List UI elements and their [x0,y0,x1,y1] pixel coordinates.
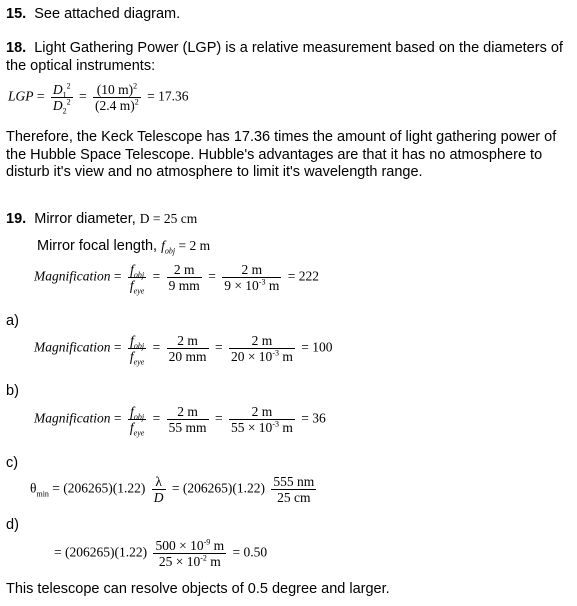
mag-a-result: = 222 [287,268,319,284]
focal-value: = 2 m [178,238,211,253]
evaluation-num-exp: -9 [203,537,211,547]
mirror-diameter-value: D = 25 cm [139,211,198,226]
mag-c-sci-den-base: 55 × 10 [230,420,273,435]
lambda-symbol: λ [152,474,166,490]
lgp-equation: LGP = $\frac{D_1^2}{D_2^2}$ = $\frac{(10 m)^2}{(2.4 m)^2}$ = 17.36 [8,81,189,116]
item-18-conclusion: Therefore, the Keck Telescope has 17.36 times the amount of light gathering power of the Hubble Space Telescope. Hubble's advantages are that it has no atmosphere to disturb it's view and no atmosphere to limit it's wavelength range. [6,129,557,180]
lgp-denominator-pow: 2 [66,97,71,107]
part-b-label: b) [6,383,19,399]
lgp-numerator-pow: 2 [66,81,71,91]
magnification-label-a: Magnification [34,339,111,355]
mag-b-fobj-sub: obj [133,412,145,422]
magnification-label: Magnification [34,268,111,284]
evaluation-constants: = (206265)(1.22) [54,544,148,560]
evaluation-den-unit: m [206,554,221,569]
mag-a-sci-num: 2 m [222,262,281,278]
magnification-equation-b: Magnification = $\frac{f_{obj}}{f_{eye}}$ = $\frac{2 m}{55 mm}$ = $\frac{2 m}{55 \times 10^{-3} m}$ = 36 [34,404,326,438]
mag-a-sci-den-exp: -3 [258,277,266,287]
item-18-intro-text: Light Gathering Power (LGP) is a relative measurement based on the diameters of the optical instruments: [6,40,563,74]
magnification-label-b: Magnification [34,410,111,426]
magnification-equation: Magnification = $\frac{f_{obj}}{f_{eye}}$ = $\frac{2 m}{9 mm}$ = $\frac{2 m}{9 \times 10^{-3} m}$ = 222 [34,262,319,296]
mag-a-sci-den-unit: m [265,278,280,293]
mag-c-mid-den: 55 mm [168,420,207,435]
mag-a-fobj-sub: obj [133,341,145,351]
mag-b-sci-den-unit: m [278,349,293,364]
item-19-focal-line [37,237,210,255]
resolution-evaluation [54,538,267,569]
mag-feye-sub: eye [133,286,145,296]
mag-a-feye: f [129,349,134,364]
mag-a-sci-den-base: 9 × 10 [224,278,259,293]
lgp-denominator-d: D [52,98,63,113]
lgp-numerator-value-pow: 2 [133,81,138,91]
mirror-diameter-label: Mirror diameter, [34,211,136,227]
item-18-intro [6,40,574,75]
focal-f: f [161,238,165,253]
mag-b-result: = 100 [301,339,333,355]
lgp-numerator-sub: 1 [62,90,67,100]
mag-a-fobj: f [130,333,134,348]
evaluation-num-base: 500 × 10 [155,538,204,553]
focal-obj-sub: obj [164,246,176,256]
mag-b-feye-sub: eye [133,428,145,438]
lgp-lhs: LGP [8,88,34,104]
mag-b-fobj: f [130,404,134,419]
evaluation-den-base: 25 × 10 [158,554,201,569]
lgp-result: = 17.36 [147,88,189,104]
mag-b-feye: f [129,420,134,435]
mag-c-sci-den-unit: m [278,420,293,435]
mag-b-sci-num: 2 m [229,333,295,349]
magnification-equation-a: Magnification = $\frac{f_{obj}}{f_{eye}}$ = $\frac{2 m}{20 mm}$ = $\frac{2 m}{20 \times 10^{-3} m}$ = 100 [34,333,333,367]
mag-a-feye-sub: eye [133,357,145,367]
lgp-denominator-value: (2.4 m) [95,98,135,113]
mirror-focal-label: Mirror focal length, [37,238,158,254]
mag-b-mid-den: 20 mm [168,349,207,364]
theta-symbol: θ [30,480,37,496]
lgp-denominator-value-pow: 2 [134,97,139,107]
mag-c-sci-den-exp: -3 [272,419,279,429]
resolution-equation [30,474,319,505]
theta-min-sub: min [36,489,49,499]
mag-feye: f [129,278,134,293]
mag-fobj-sub: obj [133,270,145,280]
item-18-number: 18. [6,40,27,56]
mag-c-result: = 36 [301,410,326,426]
resolution-num: 555 nm [273,474,315,489]
mag-a-mid-num: 2 m [167,262,202,278]
mag-c-sci-num: 2 m [229,404,295,420]
part-d-label: d) [6,517,19,533]
mag-fobj: f [130,262,134,277]
part-c-label: c) [6,455,19,471]
mag-c-mid-num: 2 m [167,404,209,420]
part-a-label: a) [6,313,19,329]
item-19-final: This telescope can resolve objects of 0.5 degree and larger. [6,581,390,597]
evaluation-den-exp: -2 [200,553,207,563]
item-19-number: 19. [6,211,27,227]
evaluation-num-unit: m [210,538,225,553]
mag-b-sci-den-base: 20 × 10 [230,349,273,364]
lgp-denominator-sub: 2 [62,106,67,116]
resolution-constants-2: = (206265)(1.22) [171,480,266,496]
resolution-den: 25 cm [277,490,311,505]
mag-a-mid-den: 9 mm [168,278,200,293]
evaluation-result: = 0.50 [232,544,268,560]
item-15 [6,5,180,23]
item-19-diameter-line [6,210,197,228]
item-15-text: See attached diagram. [34,6,181,22]
lgp-numerator-value: (10 m) [96,82,134,97]
mag-b-mid-num: 2 m [167,333,209,349]
item-15-number: 15. [6,6,27,22]
lgp-ratio-fraction [51,81,73,116]
lgp-numerator-d: D [52,82,63,97]
mag-b-sci-den-exp: -3 [272,348,279,358]
lgp-values-fraction [93,82,141,113]
resolution-constants: = (206265)(1.22) [52,480,146,496]
resolution-d: D [153,490,164,505]
